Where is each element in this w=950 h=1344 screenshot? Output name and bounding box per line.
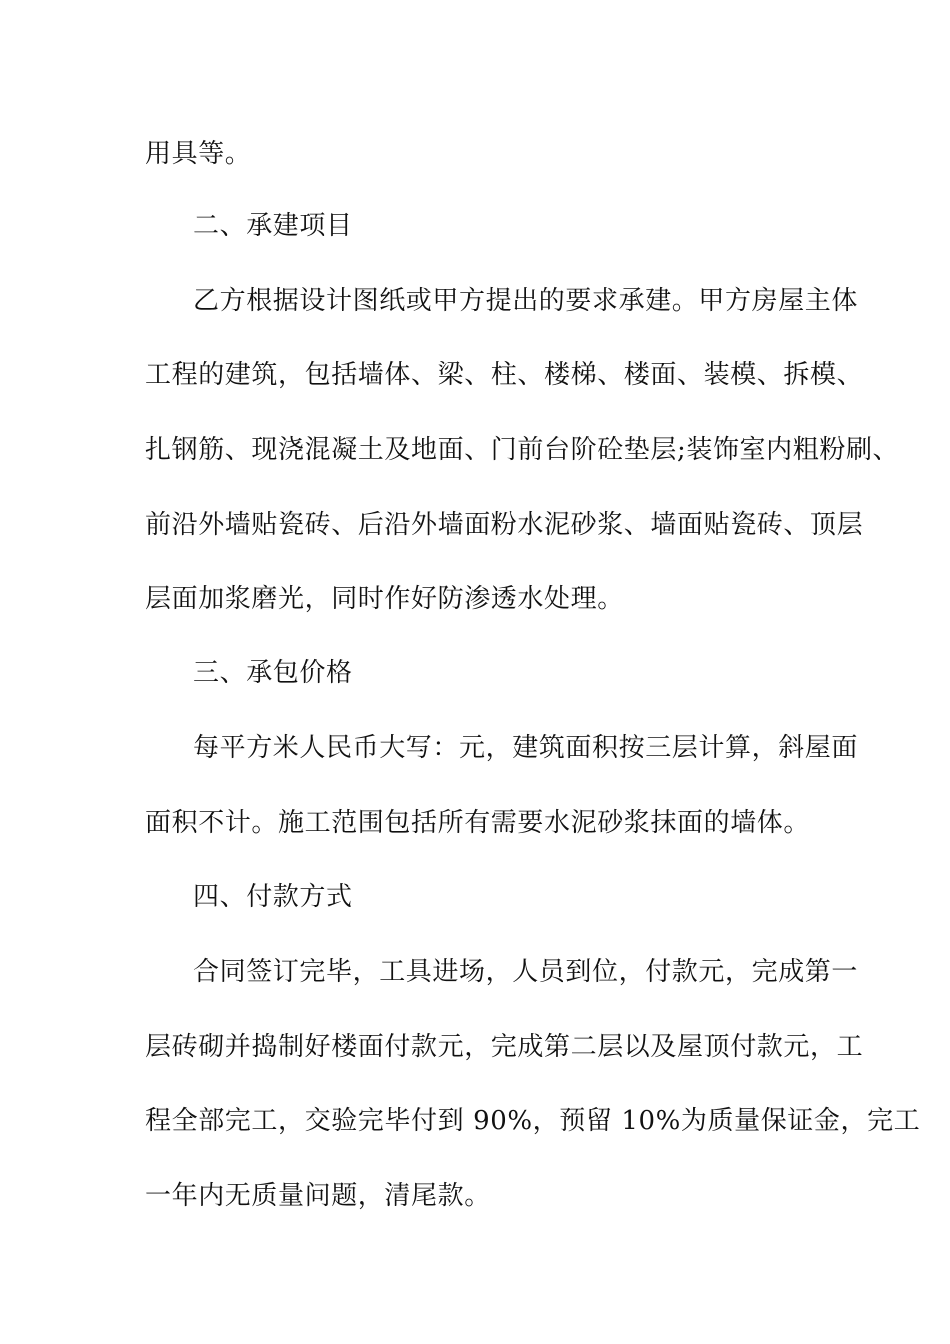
paragraph-line-10: 面积不计。施工范围包括所有需要水泥砂浆抹面的墙体。	[145, 808, 811, 838]
section-heading-2: 二、承建项目	[193, 211, 353, 241]
paragraph-line-9: 每平方米人民币大写：元，建筑面积按三层计算，斜屋面	[193, 733, 859, 763]
paragraph-line-7: 层面加浆磨光，同时作好防渗透水处理。	[145, 584, 624, 614]
paragraph-line-4: 工程的建筑，包括墙体、梁、柱、楼梯、楼面、装模、拆模、	[145, 360, 864, 390]
paragraph-line-3: 乙方根据设计图纸或甲方提出的要求承建。甲方房屋主体	[193, 286, 859, 316]
section-heading-4: 四、付款方式	[193, 882, 353, 912]
section-heading-3: 三、承包价格	[193, 658, 353, 688]
paragraph-line-1: 用具等。	[145, 139, 252, 169]
paragraph-line-6: 前沿外墙贴瓷砖、后沿外墙面粉水泥砂浆、墙面贴瓷砖、顶层	[145, 510, 864, 540]
paragraph-line-12: 合同签订完毕，工具进场，人员到位，付款元，完成第一	[193, 957, 859, 987]
paragraph-line-13: 层砖砌并捣制好楼面付款元，完成第二层以及屋顶付款元，工	[145, 1032, 864, 1062]
paragraph-line-15: 一年内无质量问题，清尾款。	[145, 1181, 491, 1211]
paragraph-line-14: 程全部完工，交验完毕付到 90%，预留 10%为质量保证金，完工	[145, 1106, 921, 1136]
paragraph-line-5: 扎钢筋、现浇混凝土及地面、门前台阶砼垫层;装饰室内粗粉刷、	[145, 435, 900, 465]
